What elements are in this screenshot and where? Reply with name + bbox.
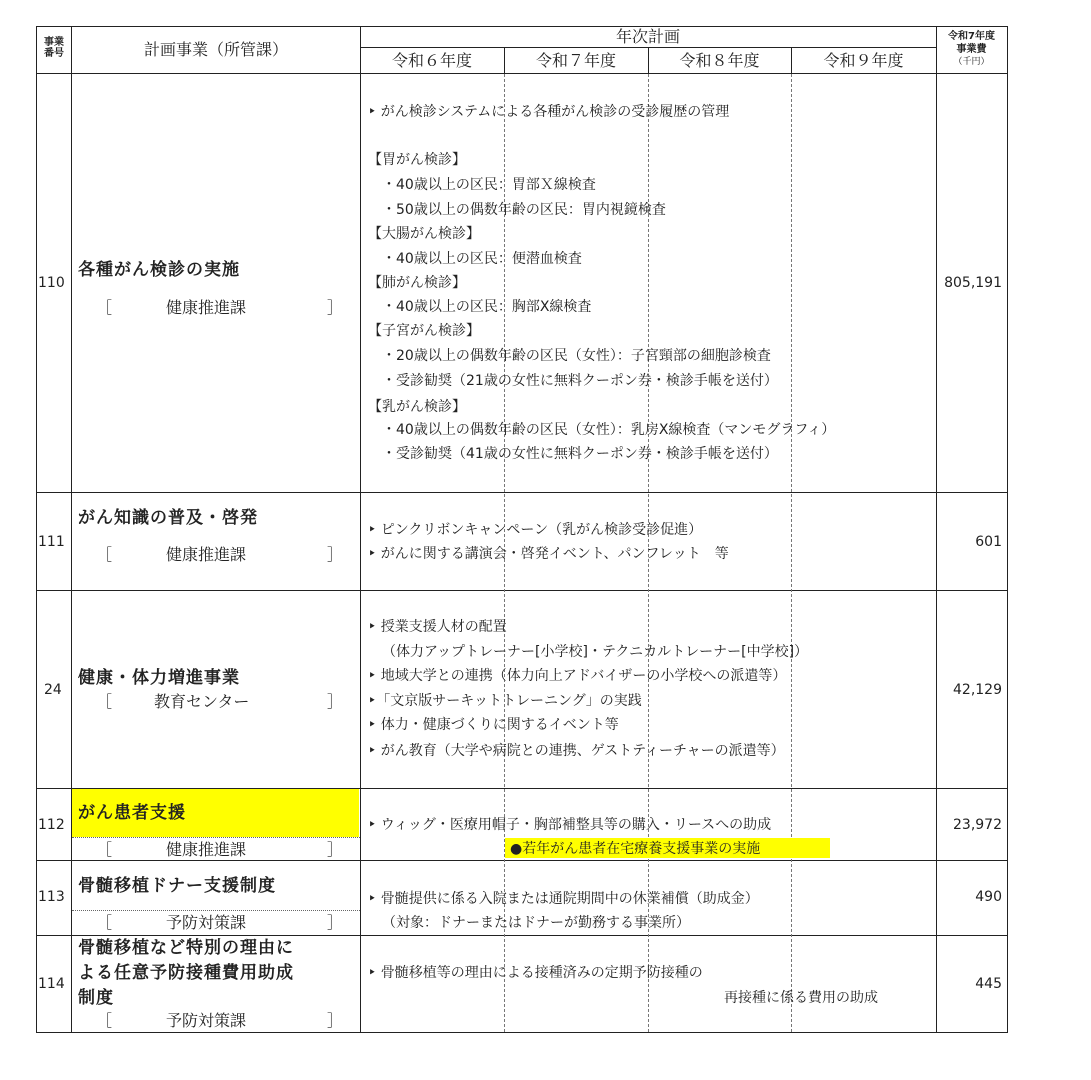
table-left-border xyxy=(36,26,37,1033)
row-113-name-divider xyxy=(72,910,360,911)
row-110-plan-13: ・40歳以上の偶数年齢の区民（女性）：乳房X線検査（マンモグラフィ） xyxy=(382,422,836,438)
row-112-dept-open: ［ xyxy=(96,840,113,859)
row-114-plan-1: ‣ 骨髄移植等の理由による接種済みの定期予防接種の xyxy=(368,965,703,981)
row-110-plan-14: ・受診勧奨（41歳の女性に無料クーポン券・検診手帳を送付） xyxy=(382,446,778,462)
row-113-plan-1: ‣ 骨髄提供に係る入院または通院期間中の休業補償（助成金） xyxy=(368,891,759,907)
header-year-r9: 令和９年度 xyxy=(823,51,904,70)
row-110-plan-5: 【大腸がん検診】 xyxy=(368,226,480,242)
row-110-plan-6: ・40歳以上の区民：便潜血検査 xyxy=(382,251,582,267)
row-112-dept-close: ］ xyxy=(327,840,344,859)
row-111-dept: 健康推進課 xyxy=(166,545,247,564)
col-divider-no xyxy=(71,26,72,1033)
row-114-plan-2: 再接種に係る費用の助成 xyxy=(724,990,878,1006)
row-114-name-line-3: 制度 xyxy=(78,988,114,1008)
row-24-dept: 教育センター xyxy=(154,692,250,711)
row-110-plan-4: ・50歳以上の偶数年齢の区民：胃内視鏡検査 xyxy=(382,202,666,218)
row-113-dept-close: ］ xyxy=(327,913,344,932)
row-110-dept-close: ］ xyxy=(327,298,344,317)
row-114-name-line-1: 骨髄移植など特別の理由に xyxy=(78,938,294,958)
col-divider-project xyxy=(360,26,361,1033)
row-114-dept-open: ［ xyxy=(96,1011,113,1030)
row-divider-113-114 xyxy=(36,935,1008,936)
row-110-plan-9: 【子宮がん検診】 xyxy=(368,323,480,339)
row-114-dept: 予防対策課 xyxy=(166,1011,247,1030)
row-111-name: がん知識の普及・啓発 xyxy=(78,508,258,528)
row-111-dept-close: ］ xyxy=(327,545,344,564)
row-24-no: 24 xyxy=(44,682,62,698)
header-bottom-border xyxy=(36,73,1008,74)
row-24-dept-open: ［ xyxy=(96,692,113,711)
row-112-name: がん患者支援 xyxy=(78,803,186,823)
header-plan: 年次計画 xyxy=(615,27,680,46)
row-111-plan-2: ‣ がんに関する講演会・啓発イベント、パンフレット 等 xyxy=(368,546,729,562)
row-110-plan-10: ・20歳以上の偶数年齢の区民（女性）：子宮頸部の細胞診検査 xyxy=(382,348,771,364)
row-113-dept: 予防対策課 xyxy=(166,913,247,932)
row-divider-112-113 xyxy=(36,860,1008,861)
row-110-no: 110 xyxy=(38,275,65,291)
row-divider-110-111 xyxy=(36,492,1008,493)
row-24-plan-4: ‣「文京版サーキットトレーニング」の実践 xyxy=(368,693,642,709)
row-110-plan-11: ・受診勧奨（21歳の女性に無料クーポン券・検診手帳を送付） xyxy=(382,373,778,389)
row-110-name: 各種がん検診の実施 xyxy=(78,260,240,280)
row-111-plan-1: ‣ ピンクリボンキャンペーン（乳がん検診受診促進） xyxy=(368,522,703,538)
row-112-no: 112 xyxy=(38,817,65,833)
row-24-plan-2: （体力アップトレーナー[小学校]・テクニカルトレーナー[中学校]） xyxy=(382,644,809,660)
row-110-plan-1: ‣ がん検診システムによる各種がん検診の受診履歴の管理 xyxy=(368,104,730,120)
header-year-r6: 令和６年度 xyxy=(391,51,472,70)
table-top-border xyxy=(36,26,1008,27)
header-cost-line-1: 令和7年度 xyxy=(948,31,995,42)
header-no-line-2: 番号 xyxy=(44,48,64,59)
header-no-line-1: 事業 xyxy=(44,37,64,48)
row-24-cost: 42,129 xyxy=(953,682,1002,698)
col-divider-cost xyxy=(936,26,937,1033)
row-114-dept-close: ］ xyxy=(327,1011,344,1030)
row-110-cost: 805,191 xyxy=(944,275,1002,291)
row-112-name-divider xyxy=(72,837,360,838)
row-110-plan-7: 【肺がん検診】 xyxy=(368,275,466,291)
header-project: 計画事業（所管課） xyxy=(143,40,288,59)
row-24-name: 健康・体力増進事業 xyxy=(78,668,240,688)
row-110-plan-3: ・40歳以上の区民：胃部Ｘ線検査 xyxy=(382,177,596,193)
table-bottom-border xyxy=(36,1032,1008,1033)
row-111-dept-open: ［ xyxy=(96,545,113,564)
row-24-plan-3: ‣ 地域大学との連携（体力向上アドバイザーの小学校への派遣等） xyxy=(368,668,787,684)
row-112-plan-1: ‣ ウィッグ・医療用帽子・胸部補整具等の購入・リースへの助成 xyxy=(368,817,772,833)
row-114-no: 114 xyxy=(38,976,65,992)
row-111-cost: 601 xyxy=(975,534,1002,550)
row-113-name: 骨髄移植ドナー支援制度 xyxy=(78,876,276,896)
row-113-dept-open: ［ xyxy=(96,913,113,932)
row-113-cost: 490 xyxy=(975,889,1002,905)
row-111-no: 111 xyxy=(38,534,65,550)
row-114-name-line-2: よる任意予防接種費用助成 xyxy=(78,963,294,983)
header-year-r7: 令和７年度 xyxy=(535,51,616,70)
row-110-plan-2: 【胃がん検診】 xyxy=(368,152,466,168)
year-guide-line-3 xyxy=(791,74,792,1032)
row-24-plan-6: ‣ がん教育（大学や病院との連携、ゲストティーチャーの派遣等） xyxy=(368,743,785,759)
row-113-plan-2: （対象：ドナーまたはドナーが勤務する事業所） xyxy=(382,915,690,931)
header-cost-line-3: （千円） xyxy=(953,57,990,67)
row-110-plan-8: ・40歳以上の区民：胸部X線検査 xyxy=(382,299,592,315)
row-24-plan-1: ‣ 授業支援人材の配置 xyxy=(368,619,507,635)
row-divider-111-24 xyxy=(36,590,1008,591)
header-cost-line-2: 事業費 xyxy=(956,44,987,55)
row-113-no: 113 xyxy=(38,889,65,905)
row-24-plan-5: ‣ 体力・健康づくりに関するイベント等 xyxy=(368,717,619,733)
table-right-border xyxy=(1007,26,1008,1033)
row-110-plan-12: 【乳がん検診】 xyxy=(368,399,466,415)
row-110-dept-open: ［ xyxy=(96,298,113,317)
row-24-dept-close: ］ xyxy=(327,692,344,711)
row-112-cost: 23,972 xyxy=(953,817,1002,833)
row-110-dept: 健康推進課 xyxy=(166,298,247,317)
row-112-dept: 健康推進課 xyxy=(166,840,247,859)
row-112-highlight-text: ●若年がん患者在宅療養支援事業の実施 xyxy=(510,841,761,857)
row-114-cost: 445 xyxy=(975,976,1002,992)
header-year-r8: 令和８年度 xyxy=(679,51,760,70)
